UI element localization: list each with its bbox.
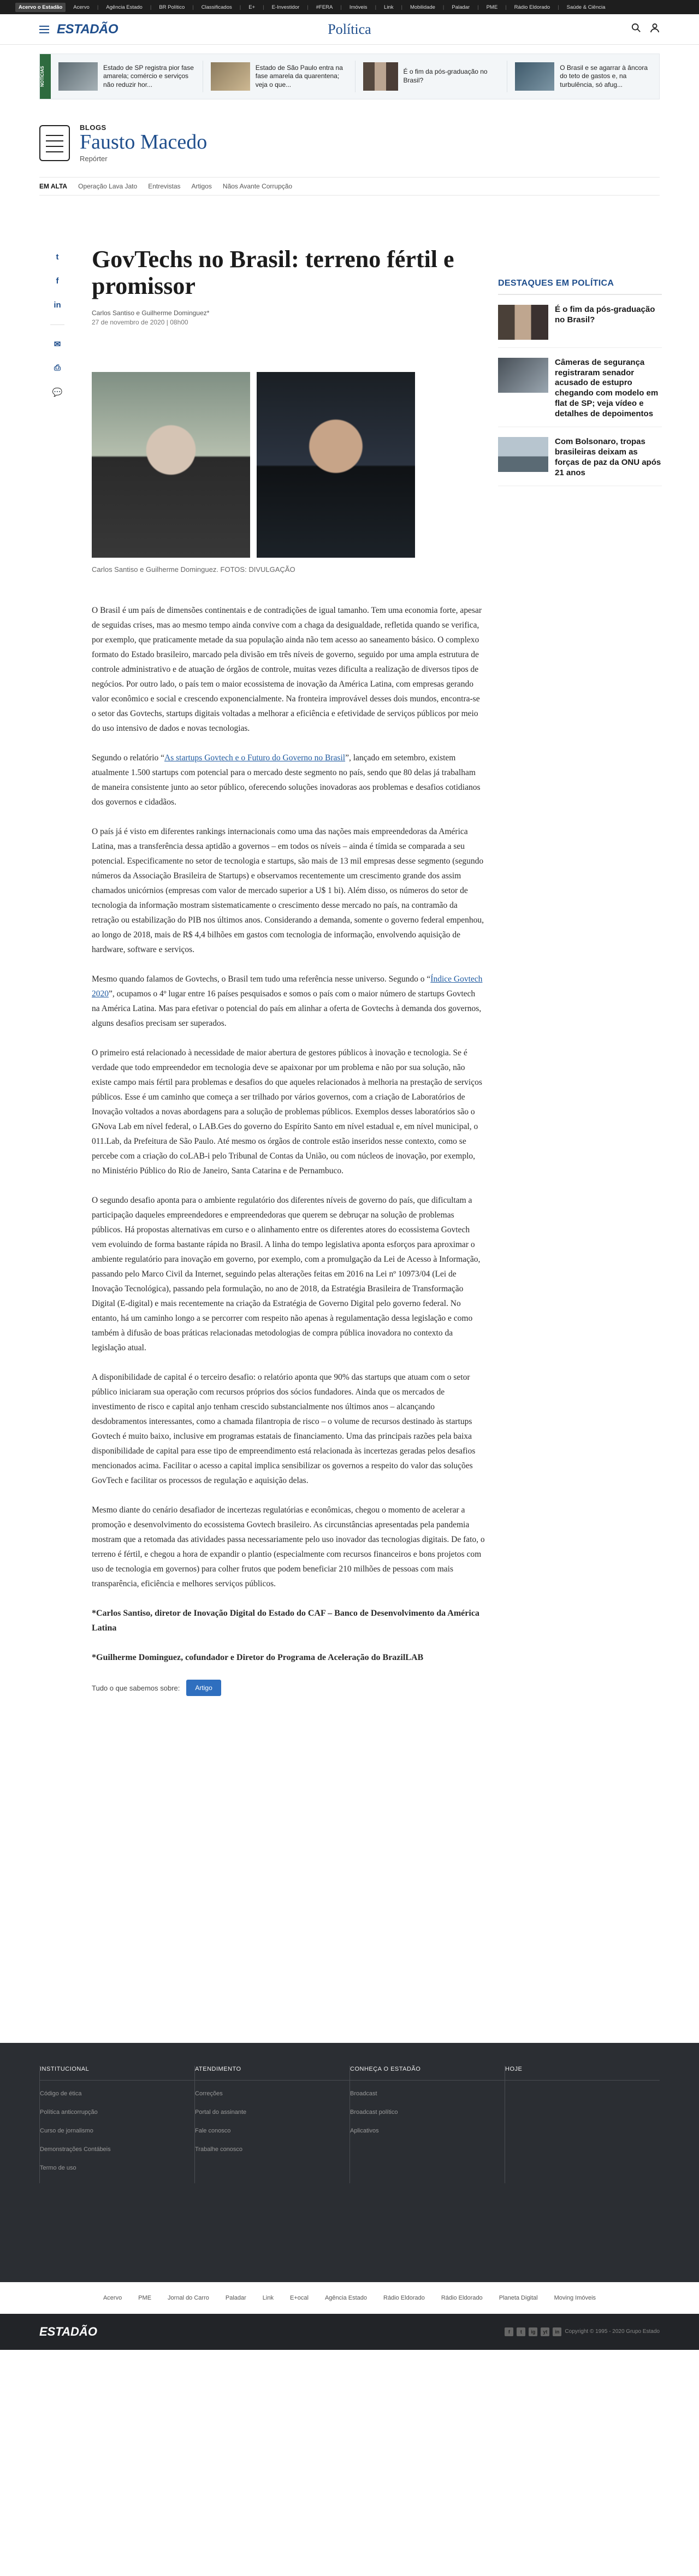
footer-logo[interactable]: ESTADÃO <box>39 2324 97 2338</box>
sidebar-thumbnail <box>498 437 548 472</box>
ribbon-text: Estado de São Paulo entra na fase amarela da quarentena; veja o que... <box>255 63 343 88</box>
facebook-icon[interactable]: f <box>505 2327 513 2336</box>
blog-header <box>39 123 660 163</box>
footer-column <box>350 2066 505 2183</box>
topbar-link[interactable]: PME <box>486 4 498 10</box>
article-paragraph: A disponibilidade de capital é o terceiro desafio: o relatório aponta que 90% das startups que atuam com o setor público iniciaram sua operação com recursos próprios dos sócios fundadores. Ainda que os mercados de investimento de risco e capital anjo tenham crescido substancialmente nos últimos anos – alcançando desdobramentos interessantes, como a chamada filantropia de risco – o volume de recursos destinado às startups Govtech é muito baixo, inclusive em programas estatais de financiamento. Uma das principais razões pela baixa disponibilidade de capital para esse tipo de empreendimento está relacionada às incertezas geradas pelos desafios mencionados acima. Facilitar o acesso a capital implica sensibilizar os governos a respeito do valor das soluções GovTech e facilitar os processos de regulação e aquisição delas. <box>92 1373 476 1486</box>
topbar-link[interactable]: Agência Estado <box>106 4 143 10</box>
sidebar-thumbnail <box>498 358 548 393</box>
footer-link[interactable]: Portal do assinante <box>195 2108 247 2116</box>
footer-link[interactable]: Aplicativos <box>350 2127 379 2134</box>
sidebar-item[interactable] <box>498 295 662 348</box>
article-date: 27 de novembro de 2020 | 08h00 <box>92 318 188 327</box>
ribbon-text: É o fim da pós-graduação no Brasil? <box>403 68 488 84</box>
article-photo <box>92 372 425 558</box>
news-ribbon <box>39 54 660 99</box>
section-title: Política <box>328 21 371 37</box>
footer-link[interactable]: Broadcast político <box>350 2108 398 2116</box>
ribbon-thumbnail <box>211 62 250 91</box>
photo-caption: Carlos Santiso e Guilherme Dominguez. FOTOS: DIVULGAÇÃO <box>92 565 295 574</box>
topbar-link[interactable]: Mobilidade <box>410 4 435 10</box>
sidebar-title: DESTAQUES EM POLÍTICA <box>498 279 662 295</box>
sidebar-item-text: Com Bolsonaro, tropas brasileiras deixam as forças de paz da ONU após 21 anos <box>555 437 661 477</box>
article-area <box>0 246 699 2043</box>
author-signature: *Carlos Santiso, diretor de Inovação Digital do Estado do CAF – Banco de Desenvolvimento da América Latina <box>92 1609 479 1633</box>
ribbon-text: Estado de SP registra pior fase amarela; comércio e serviços não reduzir hor... <box>103 63 194 88</box>
topbar-link[interactable]: Acervo <box>73 4 90 10</box>
sidebar-item-text: É o fim da pós-graduação no Brasil? <box>555 304 655 324</box>
topbar-link[interactable]: Link <box>384 4 394 10</box>
footer-brand-link[interactable]: Rádio Eldorado <box>383 2294 425 2301</box>
ribbon-thumbnail <box>58 62 98 91</box>
ribbon-text: O Brasil e se agarrar à âncora do teto de gastos e, na turbulência, só afug... <box>560 63 648 88</box>
article-paragraph: O país já é visto em diferentes rankings internacionais como uma das nações mais empreendedoras da América Latina, mas a transferência dessa aptidão a governos – em todos os níveis – ainda é tímida se comparada a seu potencial. Especificamente no setor de tecnologia e startups, são mais de 13 mil empresas desse segmento (segundo números da Associação Brasileira de Startups) e observamos recentemente um crescimento grande dos assim chamados unicórnios (empresas com valor de mercado superior a U$ 1 bi). Além disso, os números do setor de tecnologia da informação mostram sistematicamente o crescimento desse mercado no país, na contramão da retração ou estabilização do PIB nos últimos anos. Considerando a demanda, somente o governo federal empenhou, ao longo de 2018, mais de R$ 4,4 bilhões em gastos com tecnologia de informação, envolvendo aquisição de hardware, software e serviços. <box>92 827 484 955</box>
footer-link[interactable]: Termo de uso <box>40 2164 76 2171</box>
footer-link[interactable]: Trabalhe conosco <box>195 2146 243 2153</box>
article-paragraph: O primeiro está relacionado à necessidade de maior abertura de gestores públicos à inovação e tecnologia. Se é verdade que todo empreendedor em tecnologia deve se apaixonar por um problema e não por sua solução, não existe campo mais fértil para problemas e desafios do que aqueles relacionados à melhoria na prestação de serviços públicos. Esse é um caminho que começa a ser trilhado por vários governos, com a criação de Laboratórios de Inovação voltados a novas abordagens para a solução de problemas públicos. Exemplos desses laboratórios são o GNova Lab em nível federal, o LAB.Ges do governo do Espírito Santo em nível estadual e, em nível municipal, o 011.Lab, da Prefeitura de São Paulo. Até mesmo os órgãos de controle estão inseridos nesse contexto, como se percebe com a criação do coLAB-i pelo Tribunal de Contas da União, ou com núcleos de inovação, por exemplo, no Ministério Público do Rio de Janeiro, Santa Catarina e de Pernambuco. <box>92 1048 482 1176</box>
footer-link[interactable]: Demonstrações Contábeis <box>40 2146 111 2153</box>
footer-bottom <box>0 2314 699 2350</box>
footer <box>0 2043 699 2282</box>
footer-brand-link[interactable]: Rádio Eldorado <box>441 2294 483 2301</box>
sidebar <box>498 279 662 487</box>
ribbon-item[interactable] <box>203 61 356 92</box>
trending-link[interactable]: Artigos <box>191 182 212 190</box>
facebook-icon[interactable]: f <box>56 276 59 286</box>
blog-role: Repórter <box>80 154 108 163</box>
site-header <box>0 14 699 45</box>
topbar-link[interactable]: E+ <box>248 4 256 10</box>
topbar-link[interactable]: Saúde & Ciência <box>566 4 606 10</box>
index-link[interactable]: Índice Govtech 2020 <box>92 974 483 999</box>
ribbon-item[interactable] <box>507 61 659 92</box>
footer-brand-link[interactable]: Acervo <box>103 2294 122 2301</box>
footer-brand-link[interactable]: Agência Estado <box>324 2294 367 2301</box>
article-headline: GovTechs no Brasil: terreno fértil e promissor <box>92 245 454 300</box>
footer-column <box>194 2066 350 2183</box>
author-signature: *Guilherme Dominguez, cofundador e Diretor do Programa de Aceleração do BrazilLAB <box>92 1653 424 1663</box>
footer-brand-link[interactable]: Link <box>262 2294 274 2301</box>
article-byline: Carlos Santiso e Guilherme Dominguez* <box>92 309 210 317</box>
footer-link[interactable]: Política anticorrupção <box>40 2108 98 2116</box>
tags-row <box>92 1680 485 1696</box>
acervo-link[interactable]: Acervo o Estadão <box>15 3 66 12</box>
article-paragraph: O segundo desafio aponta para o ambiente regulatório dos diferentes níveis de governo do país, que dificultam a participação daqueles empreendedores e empreendedoras que querem se debruçar na solução de problemas públicos. Há propostas alternativas em curso e o alinhamento entre os diferentes atores do ecossistema Govtech vem evoluindo de forma bastante rápida no Brasil. A linha do tempo legislativa aponta esforços para aproximar o ambiente regulatório para inovação em governo, por exemplo, com a promulgação da Lei de Acesso à Informação, passando pelo Marco Civil da Internet, seguindo pelas alterações feitas em 2016 na Lei nº 10973/04 (Lei de Inovação Tecnológica), passando pela formulação, no ano de 2018, da Estratégia Brasileira de Transformação Digital (E-digital) e mais recentemente na criação da Estratégia de Governo Digital pelo governo federal. No entanto, há um caminho longo a se percorrer com respeito não apenas à regulamentação dessa legislação e como também à difusão de boas práticas relacionadas metodologias de compra pública inovadora no contexto da legislação atual. <box>92 1196 481 1353</box>
instagram-icon[interactable]: ig <box>529 2327 537 2336</box>
photo-carlos-santiso <box>92 372 250 558</box>
article-paragraph: O Brasil é um país de dimensões continentais e de contradições de igual tamanho. Tem uma economia forte, apesar de seguidas crises, mas ao mesmo tempo ainda convive com a chaga da desigualdade, refletida quando se verifica, por exemplo, que praticamente metade da sua população ainda não tem acesso ao saneamento básico. O complexo formato do Estado brasileiro, marcado pela divisão em três níveis de governo, seguido por uma ampla estrutura de controle administrativo e de atuação de órgãos de controle, muitas vezes dificulta a realização de diversos tipos de negócios. Por outro lado, o país tem o maior ecossistema de inovação da América Latina, com empresas gerando valor econômico e social e crescendo exponencialmente. Na fronteira improvável desses dois mundos, encontra-se o setor das Govtechs, startups digitais voltadas a melhorar a eficiência e efetividade de serviços públicos por meio do uso intensivo de dados e novas tecnologias. <box>92 606 482 734</box>
footer-brand-link[interactable]: PME <box>138 2294 152 2301</box>
article-body <box>92 603 485 1665</box>
topbar-link[interactable]: Classificados <box>201 4 232 10</box>
footer-link[interactable]: Broadcast <box>350 2090 377 2097</box>
topbar-link[interactable]: Rádio Eldorado <box>514 4 550 10</box>
share-bar <box>50 250 64 399</box>
ribbon-thumbnail <box>363 62 398 91</box>
blog-kicker: BLOGS <box>80 123 106 132</box>
email-icon[interactable]: ✉ <box>54 339 61 349</box>
search-icon[interactable] <box>631 23 641 36</box>
footer-link[interactable]: Correções <box>195 2090 223 2097</box>
report-link[interactable]: As startups Govtech e o Futuro do Governo no Brasil <box>164 753 346 763</box>
sidebar-thumbnail <box>498 305 548 340</box>
sidebar-item[interactable] <box>498 427 662 486</box>
trending-link[interactable]: Entrevistas <box>148 182 181 190</box>
article-paragraph: Segundo o relatório “As startups Govtech e o Futuro do Governo no Brasil”, lançado em setembro, existem atualmente 1.500 startups com potencial para o mercado deste segmento no país, sendo que 80 delas já trabalham de maneira consistente junto ao setor público, oferecendo soluções inovadoras aos problemas e desafios cotidianos dos governos e cidadãos. <box>92 753 481 807</box>
footer-brand-link[interactable]: Jornal do Carro <box>168 2294 209 2301</box>
ribbon-item[interactable] <box>51 61 203 92</box>
footer-column-title: ATENDIMENTO <box>195 2066 350 2081</box>
footer-column-title: CONHEÇA O ESTADÃO <box>350 2066 505 2081</box>
footer-column <box>39 2066 194 2183</box>
footer-link[interactable]: Código de ética <box>40 2090 82 2097</box>
footer-link[interactable]: Curso de jornalismo <box>40 2127 93 2134</box>
trending-label: EM ALTA <box>39 182 68 190</box>
blog-name[interactable]: Fausto Macedo <box>80 131 208 153</box>
footer-column-title: INSTITUCIONAL <box>40 2066 194 2081</box>
footer-links-bar <box>0 2282 699 2314</box>
notepad-icon <box>39 125 70 161</box>
twitter-icon[interactable]: t <box>56 252 59 262</box>
youtube-icon[interactable]: yt <box>541 2327 549 2336</box>
site-logo[interactable]: ESTADÃO <box>57 21 119 37</box>
footer-link[interactable]: Fale conosco <box>195 2127 231 2134</box>
footer-column-title: HOJE <box>505 2066 660 2081</box>
sidebar-item-text: Câmeras de segurança registraram senador acusado de estupro chegando com modelo em flat de SP; veja vídeo e detalhes de depoimentos <box>555 357 659 418</box>
sidebar-item[interactable] <box>498 348 662 428</box>
menu-icon[interactable] <box>39 26 49 33</box>
topbar-link[interactable]: E-Investidor <box>271 4 300 10</box>
top-strip: Acervo o Estadão Acervo | Agência Estado | BR Político | Classificados | E+ | E-Investidor | #FERA | Imóveis | Link | Mobilidade | Paladar | PME | Rádio Eldorado | Saúde & Ciência <box>0 0 699 14</box>
comments-icon[interactable]: 💬 <box>52 387 63 397</box>
article-paragraph: Mesmo quando falamos de Govtechs, o Brasil tem tudo uma referência nesse universo. Segundo o “Índice Govtech 2020”, ocupamos o 4º lugar entre 16 países pesquisados e somos o país com o maior número de startups Govtech na América Latina. Mas para efetivar o potencial do país em alinhar a oferta de Govtechs à demanda dos governos, alguns desafios precisam ser superados. <box>92 974 483 1029</box>
tags-label: Tudo o que sabemos sobre: <box>92 1683 180 1692</box>
trending-link[interactable]: Nãos Avante Corrupção <box>222 182 293 190</box>
ribbon-thumbnail <box>515 62 554 91</box>
topbar-link[interactable]: #FERA <box>316 4 333 10</box>
footer-brand-link[interactable]: Planeta Digital <box>499 2294 538 2301</box>
tag-button[interactable]: Artigo <box>186 1680 221 1696</box>
trending-bar <box>39 177 660 196</box>
footer-column <box>505 2066 660 2183</box>
print-icon[interactable]: ⎙ <box>54 363 61 373</box>
user-icon[interactable] <box>650 23 660 36</box>
copyright: Copyright © 1995 - 2020 Grupo Estado <box>565 2329 660 2335</box>
topbar-link[interactable]: BR Político <box>159 4 185 10</box>
twitter-icon[interactable]: t <box>517 2327 525 2336</box>
trending-link[interactable]: Operação Lava Jato <box>78 182 138 190</box>
share-divider <box>50 324 64 325</box>
topbar-link[interactable]: Paladar <box>452 4 470 10</box>
page-bottom-space <box>0 2350 699 2411</box>
footer-brand-link[interactable]: Moving Imóveis <box>554 2294 596 2301</box>
topbar-link[interactable]: Imóveis <box>349 4 368 10</box>
article-paragraph: Mesmo diante do cenário desafiador de incertezas regulatórias e econômicas, chegou o momento de acelerar a promoção e desenvolvimento do ecossistema Govtech brasileiro. As circunstâncias apresentadas pela pandemia mostram que a retomada das atividades passa necessariamente pelo uso inovador das tecnologias digitais. De fato, o terreno é fértil, e chegou a hora de expandir o plantio (especialmente com recursos financeiros e bons projetos com uso de tecnologia em governos) para colher frutos que podem beneficiar 210 milhões de pessoas com mais transparência, eficiência e melhores serviços públicos. <box>92 1505 485 1589</box>
ribbon-item[interactable] <box>356 61 508 92</box>
linkedin-icon[interactable]: in <box>54 300 61 310</box>
photo-guilherme-dominguez <box>257 372 415 558</box>
linkedin-icon[interactable]: in <box>553 2327 561 2336</box>
article-main <box>92 246 485 1697</box>
footer-brand-link[interactable]: Paladar <box>225 2294 246 2301</box>
footer-brand-link[interactable]: E+ocal <box>289 2294 309 2301</box>
ribbon-tag: NOTÍCIAS <box>40 54 51 99</box>
